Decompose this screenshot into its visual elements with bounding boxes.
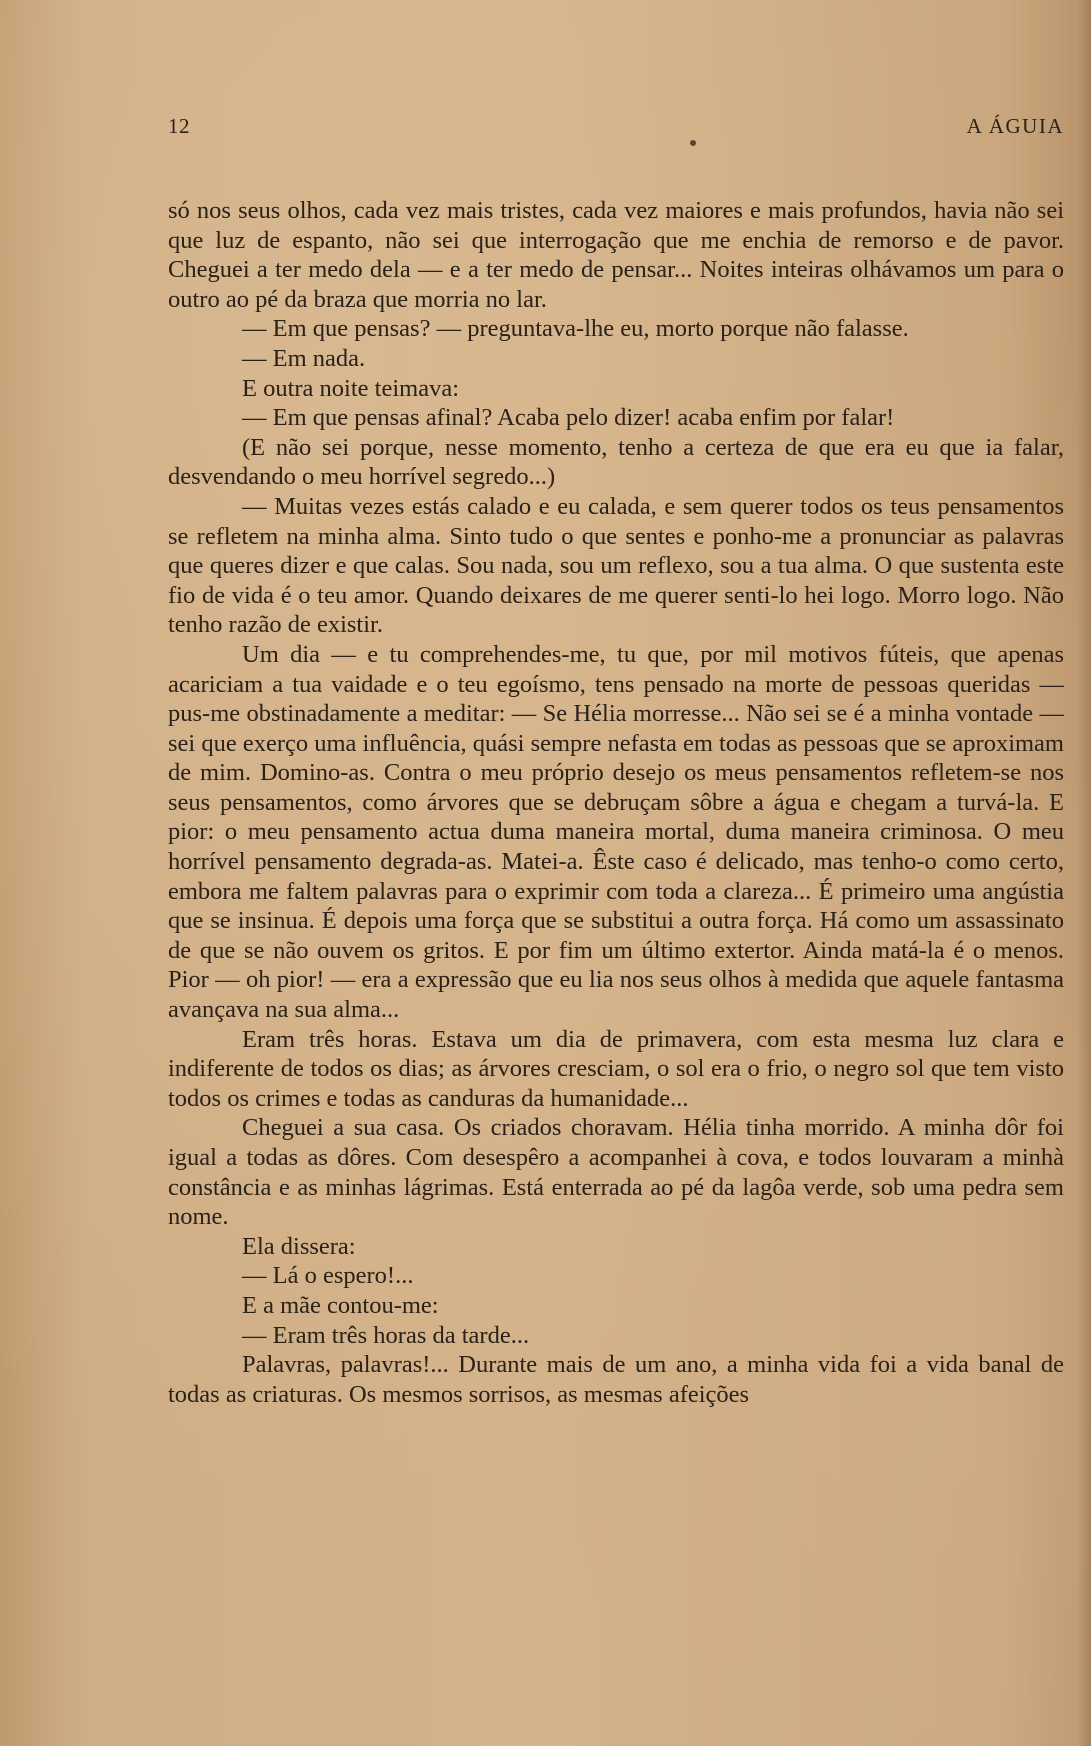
paragraph: Cheguei a sua casa. Os criados choravam. Hélia tinha morrido. A minha dôr foi igual a todas as dôres. Com desespêro a acompanhei à cova, e todos louvaram a minhà constância e as minhas lágrimas. Está enterrada ao pé da lagôa verde, sob uma pedra sem nome. [168,1114,1064,1231]
paragraph: só nos seus olhos, cada vez mais tristes, cada vez maiores e mais profundos, havia não sei que luz de espanto, não sei que interrogação que me enchia de remorso e de pavor. Cheguei a ter medo dela — e a ter medo de pensar... Noites inteiras olhávamos um para o outro ao pé da braza que morria no lar. [168,197,1064,313]
paragraph: — Lá o espero!... [242,1262,414,1290]
paragraph: — Em que pensas afinal? Acaba pelo dizer! acaba enfim por falar! [242,404,895,432]
paragraph: — Em nada. [242,344,366,372]
paragraph: Ela dissera: [242,1232,356,1260]
paragraph: — Muitas vezes estás calado e eu calada, e sem querer todos os teus pensamentos se refletem na minha alma. Sinto tudo o que sentes e ponho-me a pronunciar as palavras que queres dizer e que calas. Sou nada, sou um reflexo, sou a tua alma. O que sustenta este fio de vida é o teu amor. Quando deixares de me querer senti-lo hei logo. Morro logo. Não tenho razão de existir. [168,492,1064,639]
paragraph: — Eram três horas da tarde... [242,1321,530,1349]
paragraph: Eram três horas. Estava um dia de primavera, com esta mesma luz clara e indiferente de todos os dias; as árvores cresciam, o sol era o frio, o negro sol que tem visto todos os crimes e todas as canduras da humanidade... [168,1025,1064,1112]
paragraph: E a mãe contou-me: [242,1291,439,1319]
print-speck [690,140,696,146]
body-text [168,196,1064,1409]
running-title: A ÁGUIA [966,114,1064,138]
paragraph: Palavras, palavras!... Durante mais de um ano, a minha vida foi a vida banal de todas as criaturas. Os mesmos sorrisos, as mesmas afeições [168,1351,1064,1408]
page-number: 12 [168,114,190,138]
paragraph: — Em que pensas? — preguntava-lhe eu, morto porque não falasse. [242,315,909,343]
paragraph: E outra noite teimava: [242,374,460,402]
paragraph: (E não sei porque, nesse momento, tenho a certeza de que era eu que ia falar, desvendando o meu horrível segredo...) [168,433,1064,491]
page-header [168,114,1064,144]
page-edge-shadow [1077,0,1091,1746]
paragraph: Um dia — e tu comprehendes-me, tu que, por mil motivos fúteis, que apenas acariciam a tua vaidade e o teu egoísmo, tens pensado na morte de pessoas queridas — pus-me obstinadamente a meditar: — Se Hélia morresse... Não sei se é a minha vontade — sei que exerço uma influência, quási sempre nefasta em todas as pessoas que se aproximam de mim. Domino-as. Contra o meu próprio desejo os meus pensamentos refletem-se nos seus pensamentos, como árvores que se debruçam sôbre a água e chegam a turvá-la. E pior: o meu pensamento actua duma maneira mortal, duma maneira criminosa. O meu horrível pensamento degrada-as. Matei-a. Êste caso é delicado, mas tenho-o como certo, embora me faltem palavras para o exprimir com toda a clareza... É primeiro uma angústia que se insinua. É depois uma força que se substitui a outra força. Há como um assassinato de que se não ouvem os gritos. E por fim um último extertor. Ainda matá-la é o menos. Pior — oh pior! — era a expressão que eu lia nos seus olhos à medida que aquele fantasma avançava na sua alma... [168,640,1064,1024]
